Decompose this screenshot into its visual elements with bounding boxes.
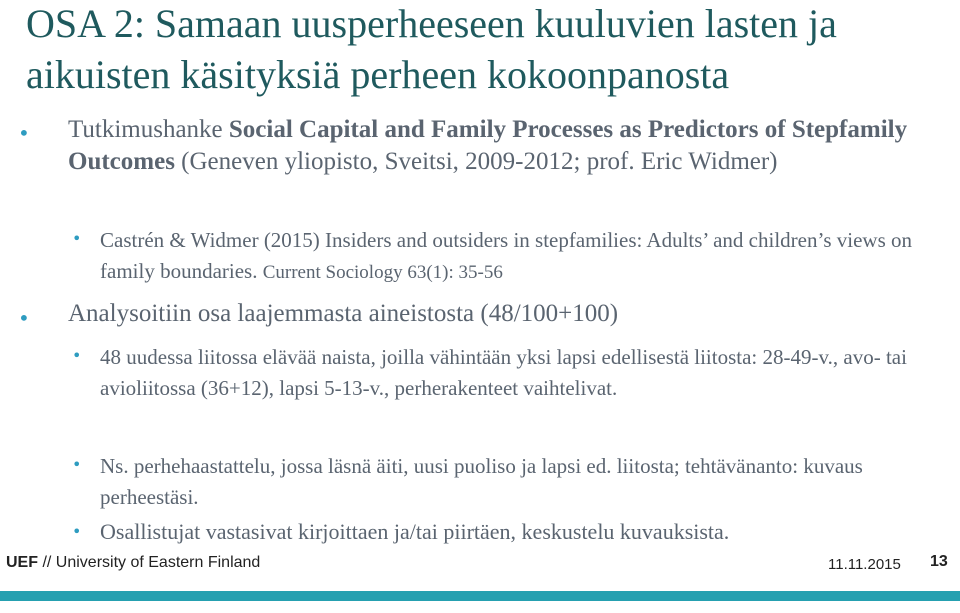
project-name: Social Capital and Family Processes as Predictors of Stepfamily Outcomes (68, 116, 908, 175)
bullet-dot: • (72, 455, 82, 474)
bullet-dot: • (72, 346, 82, 365)
page-number: 13 (930, 553, 948, 570)
citation: Current Sociology 63(1): 35-56 (262, 262, 503, 283)
bullet-dot: • (72, 522, 82, 541)
bullet-1-text (68, 114, 948, 178)
sub-bullet-1-1-text (100, 225, 950, 288)
org-name: // University of Eastern Finland (38, 554, 261, 571)
bullet-2-text: Analysoitiin osa laajemmasta aineistosta (48/100+100) (68, 300, 619, 327)
bullet-dot: • (18, 306, 30, 330)
footer-date: 11.11.2015 (828, 556, 901, 573)
reference-text: Castrén & Widmer (2015) Insiders and outsiders in stepfamilies: Adults’ and children’s views on family boundaries. (100, 228, 912, 283)
bullet-1-prefix: Tutkimushanke (68, 116, 229, 143)
bullet-dot: • (72, 229, 82, 248)
bullet-1-suffix: (Geneven yliopisto, Sveitsi, 2009-2012; prof. Eric Widmer) (174, 148, 778, 175)
slide-title: OSA 2: Samaan uusperheeseen kuuluvien lasten ja aikuisten käsityksiä perheen kokoonpanosta (26, 1, 837, 97)
bullet-dot: • (18, 121, 30, 145)
sub-bullet-2-1-text: 48 uudessa liitossa elävää naista, joilla vähintään yksi lapsi edellisestä liitosta: 28-49-v., avo- tai avioliitossa (36+12), lapsi 5-13-v., perherakenteet vaihtelivat. (100, 345, 907, 400)
footer-org (6, 554, 260, 572)
org-abbr: UEF (6, 554, 38, 571)
footer-bar (0, 591, 960, 601)
sub-bullet-2-3-text: Osallistujat vastasivat kirjoittaen ja/tai piirtäen, keskustelu kuvauksista. (100, 519, 730, 544)
sub-bullet-2-2-text: Ns. perhehaastattelu, jossa läsnä äiti, uusi puoliso ja lapsi ed. liitosta; tehtävänanto: kuvaus perheestäsi. (100, 454, 863, 509)
